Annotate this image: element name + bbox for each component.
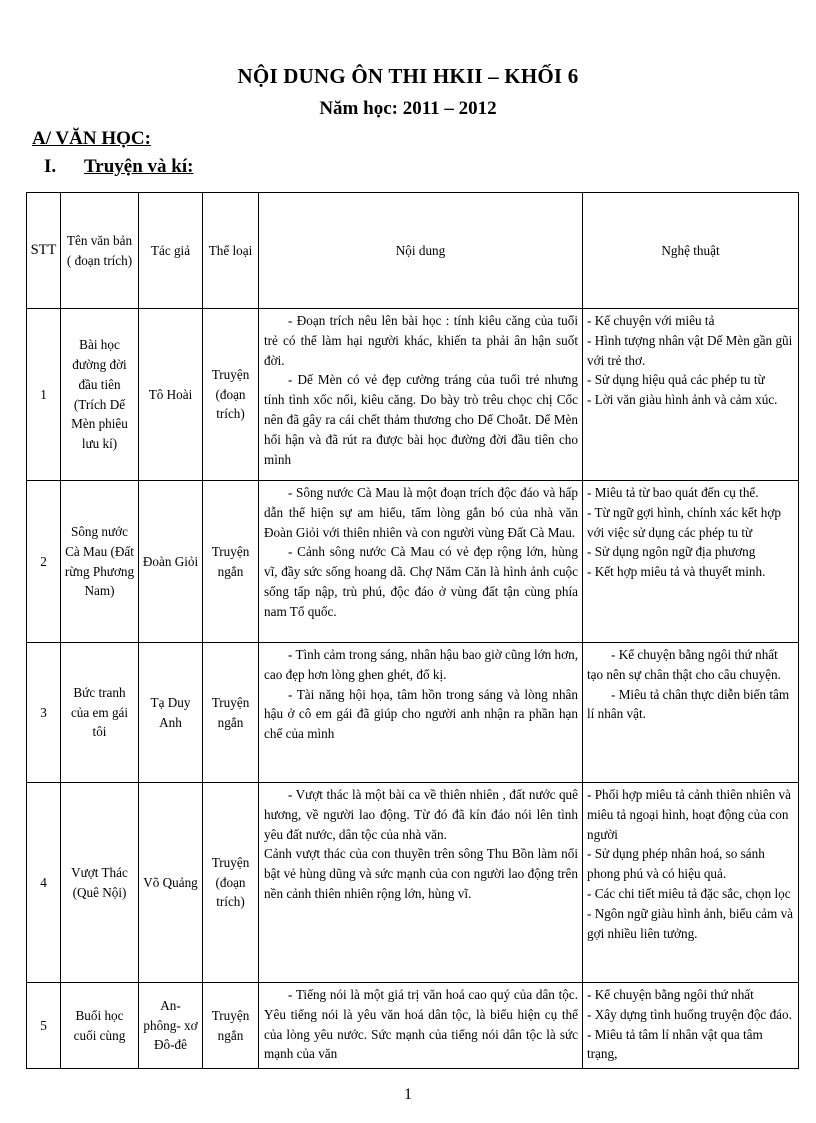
content-paragraph: - Sông nước Cà Mau là một đoạn trích độc đáo và hấp dẫn thể hiện sự am hiểu, tấm lòng gắn bó của nhà văn Đoàn Giỏi với thiên nhiên và con người vùng Đất Cà Mau.	[264, 485, 578, 540]
table-row	[27, 643, 799, 783]
content-paragraph: - Đoạn trích nêu lên bài học : tính kiêu căng của tuổi trẻ có thể làm hại người khác, khiến ta phải ân hận suốt đời.	[264, 313, 578, 368]
cell-author: Võ Quảng	[139, 783, 203, 983]
table-row	[27, 983, 799, 1069]
header-content: Nội dung	[259, 193, 583, 309]
cell-content	[259, 643, 583, 783]
subsection-title: Truyện và kí:	[84, 156, 194, 177]
cell-stt: 3	[27, 643, 61, 783]
cell-name: Bài học đường đời đầu tiên (Trích Dế Mèn phiêu lưu kí)	[61, 309, 139, 481]
subsection-number: I.	[44, 156, 57, 177]
art-item: - Sử dụng hiệu quả các phép tu từ	[587, 372, 765, 388]
art-item: - Miêu tả từ bao quát đến cụ thể.	[587, 485, 759, 500]
cell-stt: 5	[27, 983, 61, 1069]
cell-author: Tạ Duy Anh	[139, 643, 203, 783]
cell-genre: Truyện ngắn	[203, 983, 259, 1069]
subsection-heading	[44, 156, 193, 178]
content-paragraph: - Dế Mèn có vẻ đẹp cường tráng của tuổi trẻ nhưng tính tình xốc nổi, kiêu căng. Do bày trò trêu chọc chị Cốc nên đã gây ra cái chết thảm thương cho Dế Choắt. Dế Mèn hối hận và đã rút ra được bài học đường đời đầu tiên cho mình	[264, 372, 578, 467]
art-item: - Lời văn giàu hình ảnh và cảm xúc.	[587, 392, 778, 408]
art-item: - Sử dụng phép nhân hoá, so sánh phong phú và có hiệu quả.	[587, 846, 765, 882]
content-paragraph: - Tiếng nói là một giá trị văn hoá cao quý của dân tộc. Yêu tiếng nói là yêu văn hoá dân tộc, là biểu hiện cụ thể của lòng yêu nước. Sức mạnh của tiếng nói dân tộc là sức mạnh của văn	[264, 987, 578, 1062]
page-title: NỘI DUNG ÔN THI HKII – KHỐI 6	[237, 64, 579, 88]
art-item: - Các chi tiết miêu tả đặc sắc, chọn lọc	[587, 885, 791, 901]
table-row	[27, 783, 799, 983]
header-genre: Thể loại	[203, 193, 259, 309]
cell-author: Tô Hoài	[139, 309, 203, 481]
art-item: - Hình tượng nhân vật Dế Mèn gần gũi với trẻ thơ.	[587, 332, 793, 368]
page-number: 1	[404, 1086, 412, 1103]
art-item: - Sử dụng ngôn ngữ địa phương	[587, 544, 756, 560]
cell-genre: Truyện ngắn	[203, 481, 259, 643]
art-item: - Xây dựng tình huống truyện độc đáo.	[587, 1006, 792, 1022]
cell-content	[259, 783, 583, 983]
art-item: - Kể chuyện bằng ngôi thứ nhất tạo nên sự chân thật cho câu chuyện.	[587, 647, 781, 682]
cell-name: Vượt Thác (Quê Nội)	[61, 783, 139, 983]
table-row	[27, 481, 799, 643]
school-year: Năm học: 2011 – 2012	[319, 98, 497, 119]
cell-name: Bức tranh của em gái tôi	[61, 643, 139, 783]
art-item: - Phối hợp miêu tả cảnh thiên nhiên và miêu tả ngoại hình, hoạt động của con người	[587, 787, 792, 842]
content-paragraph: - Vượt thác là một bài ca về thiên nhiên , đất nước quê hương, về người lao động. Từ đó đã kín đáo nói lên tình yêu đất nước, dân tộc của nhà văn.	[264, 787, 578, 842]
header-stt: STT	[27, 193, 61, 309]
cell-content	[259, 983, 583, 1069]
content-paragraph: - Cảnh sông nước Cà Mau có vẻ đẹp rộng lớn, hùng vĩ, đầy sức sống hoang dã. Chợ Năm Căn là hình ảnh cuộc sống tấp nập, trù phú, độc đáo ở vùng đất tận cùng phía nam Tổ quốc.	[264, 544, 578, 619]
cell-stt: 2	[27, 481, 61, 643]
content-paragraph: - Tài năng hội họa, tâm hồn trong sáng và lòng nhân hậu ở cô em gái đã giúp cho người anh nhận ra phần hạn chế của mình	[264, 686, 578, 742]
cell-genre: Truyện ngắn	[203, 643, 259, 783]
cell-content	[259, 309, 583, 481]
cell-genre: Truyện (đoạn trích)	[203, 783, 259, 983]
section-heading: A/ VĂN HỌC:	[32, 128, 151, 149]
header-name: Tên văn bản ( đoạn trích)	[61, 193, 139, 309]
cell-genre: Truyện (đoạn trích)	[203, 309, 259, 481]
content-paragraph: - Tình cảm trong sáng, nhân hậu bao giờ cũng lớn hơn, cao đẹp hơn lòng ghen ghét, đố kị.	[264, 647, 578, 682]
cell-art	[583, 309, 799, 481]
cell-art	[583, 783, 799, 983]
cell-stt: 4	[27, 783, 61, 983]
header-art: Nghệ thuật	[583, 193, 799, 309]
cell-art	[583, 643, 799, 783]
cell-content	[259, 481, 583, 643]
cell-art	[583, 983, 799, 1069]
literature-table	[26, 192, 799, 1069]
art-item: - Miêu tả tâm lí nhân vật qua tâm trạng,	[587, 1026, 763, 1062]
header-author: Tác giả	[139, 193, 203, 309]
cell-art	[583, 481, 799, 643]
art-item: - Miêu tả chân thực diễn biến tâm lí nhân vật.	[587, 686, 790, 722]
cell-author: Đoàn Giỏi	[139, 481, 203, 643]
cell-name: Sông nước Cà Mau (Đất rừng Phương Nam)	[61, 481, 139, 643]
art-item: - Kết hợp miêu tả và thuyết minh.	[587, 564, 766, 580]
cell-name: Buổi học cuối cùng	[61, 983, 139, 1069]
art-item: - Kể chuyện với miêu tả	[587, 313, 715, 328]
cell-stt: 1	[27, 309, 61, 481]
art-item: - Từ ngữ gợi hình, chính xác kết hợp với việc sử dụng các phép tu từ	[587, 504, 781, 540]
content-paragraph: Cảnh vượt thác của con thuyền trên sông Thu Bồn làm nổi bật vẻ hùng dũng và sức mạnh của con người lao động trên nền cảnh thiên nhiên rộng lớn, hùng vĩ.	[264, 846, 578, 901]
art-item: - Ngôn ngữ giàu hình ảnh, biểu cảm và gợi nhiều liên tưởng.	[587, 905, 794, 941]
table-header-row	[27, 193, 799, 309]
table-row	[27, 309, 799, 481]
cell-author: An-phông- xơ Đô-đê	[139, 983, 203, 1069]
art-item: - Kể chuyện bằng ngôi thứ nhất	[587, 987, 754, 1002]
